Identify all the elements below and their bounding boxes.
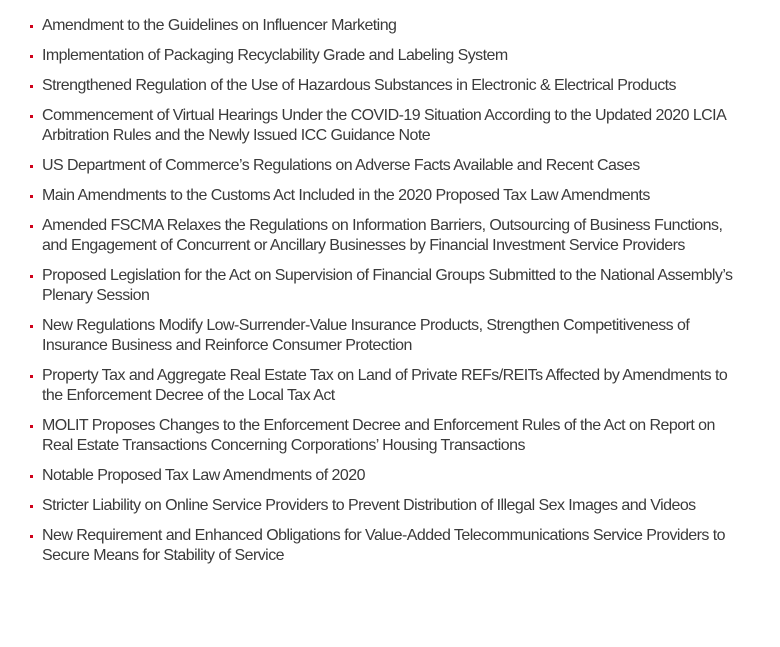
bullet-icon [30, 325, 33, 328]
article-title: Implementation of Packaging Recyclability Grade and Labeling System [42, 47, 508, 64]
article-title: Amendment to the Guidelines on Influencer Marketing [42, 17, 397, 34]
bullet-icon [30, 225, 33, 228]
article-link[interactable] [42, 366, 740, 406]
article-link[interactable] [42, 466, 740, 486]
article-title: Strengthened Regulation of the Use of Hazardous Substances in Electronic & Electrical Products [42, 77, 677, 94]
article-link[interactable] [42, 526, 740, 566]
article-title: US Department of Commerce’s Regulations on Adverse Facts Available and Recent Cases [42, 157, 640, 174]
article-title: New Regulations Modify Low-Surrender-Value Insurance Products, Strengthen Competitiveness of Insurance Business and Reinforce Consumer Protection [42, 317, 690, 354]
article-link[interactable] [42, 156, 740, 176]
article-link[interactable] [42, 316, 740, 356]
bullet-icon [30, 375, 33, 378]
article-title: Main Amendments to the Customs Act Included in the 2020 Proposed Tax Law Amendments [42, 187, 650, 204]
article-title: Proposed Legislation for the Act on Supervision of Financial Groups Submitted to the National Assembly’s Plenary Session [42, 267, 733, 304]
article-title: Stricter Liability on Online Service Providers to Prevent Distribution of Illegal Sex Images and Videos [42, 497, 696, 514]
article-title: Commencement of Virtual Hearings Under the COVID-19 Situation According to the Updated 2020 LCIA Arbitration Rules and the Newly Issued ICC Guidance Note [42, 107, 726, 144]
article-title: Property Tax and Aggregate Real Estate Tax on Land of Private REFs/REITs Affected by Amendments to the Enforcement Decree of the Local Tax Act [42, 367, 728, 404]
article-title: New Requirement and Enhanced Obligations for Value-Added Telecommunications Service Providers to Secure Means for Stability of Service [42, 527, 726, 564]
bullet-icon [30, 475, 33, 478]
bullet-icon [30, 165, 33, 168]
bullet-icon [30, 55, 33, 58]
article-link[interactable] [42, 496, 740, 516]
article-link[interactable] [42, 216, 740, 256]
bullet-icon [30, 275, 33, 278]
bullet-icon [30, 535, 33, 538]
article-link[interactable] [42, 416, 740, 456]
article-link[interactable] [42, 46, 740, 66]
article-link[interactable] [42, 186, 740, 206]
article-link[interactable] [42, 106, 740, 146]
bullet-icon [30, 85, 33, 88]
bullet-icon [30, 195, 33, 198]
article-link[interactable] [42, 266, 740, 306]
bullet-icon [30, 505, 33, 508]
article-title: MOLIT Proposes Changes to the Enforcement Decree and Enforcement Rules of the Act on Report on Real Estate Transactions Concerning Corporations’ Housing Transactions [42, 417, 715, 454]
article-title: Notable Proposed Tax Law Amendments of 2020 [42, 467, 365, 484]
bullet-icon [30, 25, 33, 28]
article-link[interactable] [42, 16, 740, 36]
bullet-icon [30, 425, 33, 428]
article-link[interactable] [42, 76, 740, 96]
article-title: Amended FSCMA Relaxes the Regulations on Information Barriers, Outsourcing of Business Functions, and Engagement of Concurrent or Ancillary Businesses by Financial Investment Service Providers [42, 217, 723, 254]
bullet-icon [30, 115, 33, 118]
